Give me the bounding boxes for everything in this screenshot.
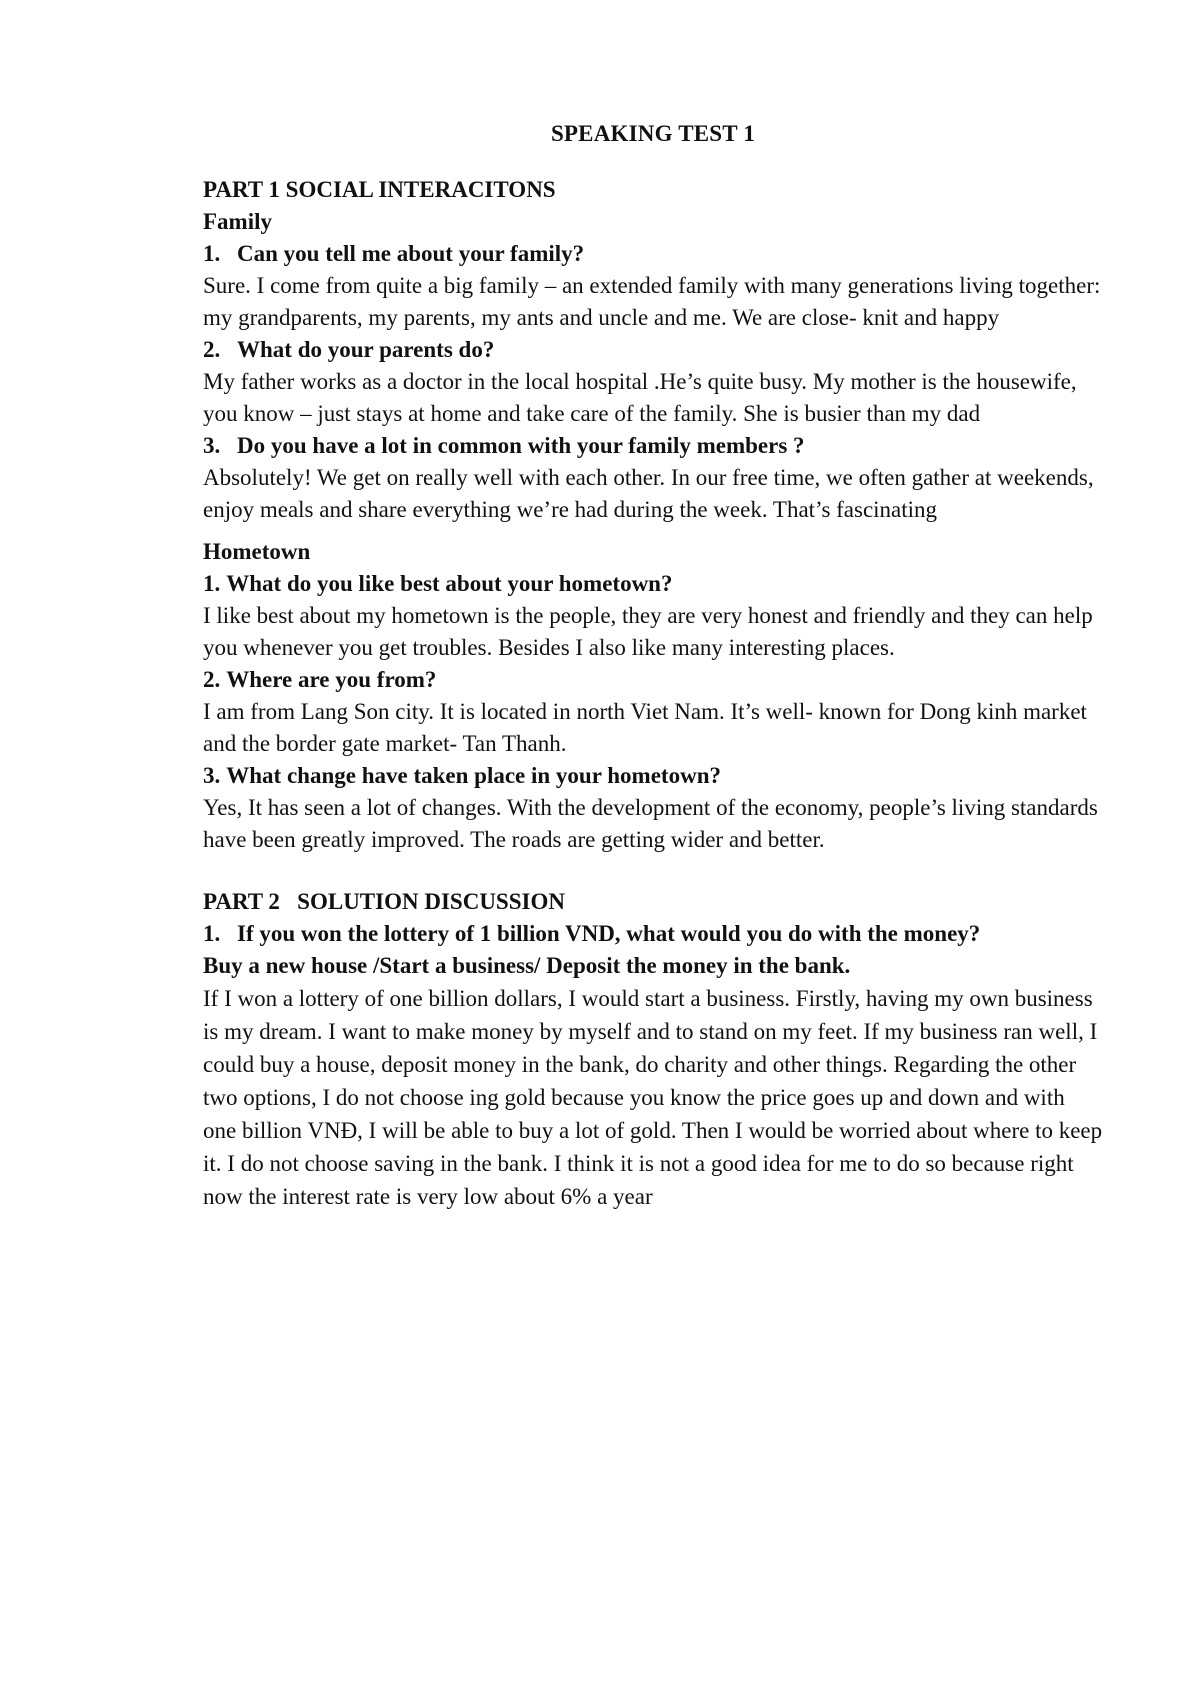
question-text: If you won the lottery of 1 billion VND, what would you do with the money? <box>237 921 981 946</box>
spacer <box>203 856 1103 886</box>
part2-options: Buy a new house /Start a business/ Deposit the money in the bank. <box>203 953 851 978</box>
hometown-answer-3: Yes, It has seen a lot of changes. With the development of the economy, people’s living standards have been greatly improved. The roads are getting wider and better. <box>203 795 1098 852</box>
part2-question <box>203 918 1103 950</box>
question-text: What do you like best about your hometown? <box>226 571 673 596</box>
question-text: What change have taken place in your hometown? <box>226 763 721 788</box>
topic-family: Family <box>203 209 272 234</box>
family-answer-2: My father works as a doctor in the local hospital .He’s quite busy. My mother is the housewife, you know – just stays at home and take care of the family. She is busier than my dad <box>203 369 1077 426</box>
question-text: Do you have a lot in common with your family members ? <box>237 433 805 458</box>
question-number: 3. <box>203 763 221 788</box>
document-title: SPEAKING TEST 1 <box>550 121 756 146</box>
question-number: 2. <box>203 667 221 692</box>
family-answer-3: Absolutely! We get on really well with each other. In our free time, we often gather at weekends, enjoy meals and share everything we’re had during the week. That’s fascinating <box>203 465 1094 522</box>
family-question-3 <box>203 430 1103 462</box>
part1-heading: PART 1 SOCIAL INTERACITONS <box>203 177 556 202</box>
question-text: What do your parents do? <box>237 337 495 362</box>
spacer <box>203 526 1103 536</box>
question-number: 2. <box>203 337 221 362</box>
question-number: 1. <box>203 921 221 946</box>
question-number: 1. <box>203 241 221 266</box>
question-text: Where are you from? <box>226 667 437 692</box>
hometown-answer-1: I like best about my hometown is the people, they are very honest and friendly and they can help you whenever you get troubles. Besides I also like many interesting places. <box>203 603 1093 660</box>
document-page <box>203 118 1103 1213</box>
hometown-answer-2: I am from Lang Son city. It is located in north Viet Nam. It’s well- known for Dong kinh market and the border gate market- Tan Thanh. <box>203 699 1087 756</box>
question-text: Can you tell me about your family? <box>237 241 585 266</box>
part2-answer: If I won a lottery of one billion dollars, I would start a business. Firstly, having my own business is my dream. I want to make money by myself and to stand on my feet. If my business ran well, I could buy a house, deposit money in the bank, do charity and other things. Regarding the other two options, I do not choose ing gold because you know the price goes up and down and with one billion VNĐ, I will be able to buy a lot of gold. Then I would be worried about where to keep it. I do not choose saving in the bank. I think it is not a good idea for me to do so because right now the interest rate is very low about 6% a year <box>203 986 1103 1209</box>
question-number: 1. <box>203 571 221 596</box>
family-question-1 <box>203 238 1103 270</box>
family-answer-1: Sure. I come from quite a big family – an extended family with many generations living together: my grandparents, my parents, my ants and uncle and me. We are close- knit and happy <box>203 273 1101 330</box>
family-question-2 <box>203 334 1103 366</box>
question-number: 3. <box>203 433 221 458</box>
hometown-question-2 <box>203 664 1103 696</box>
part2-heading: PART 2 SOLUTION DISCUSSION <box>203 889 565 914</box>
topic-hometown: Hometown <box>203 539 311 564</box>
hometown-question-1 <box>203 568 1103 600</box>
hometown-question-3 <box>203 760 1103 792</box>
